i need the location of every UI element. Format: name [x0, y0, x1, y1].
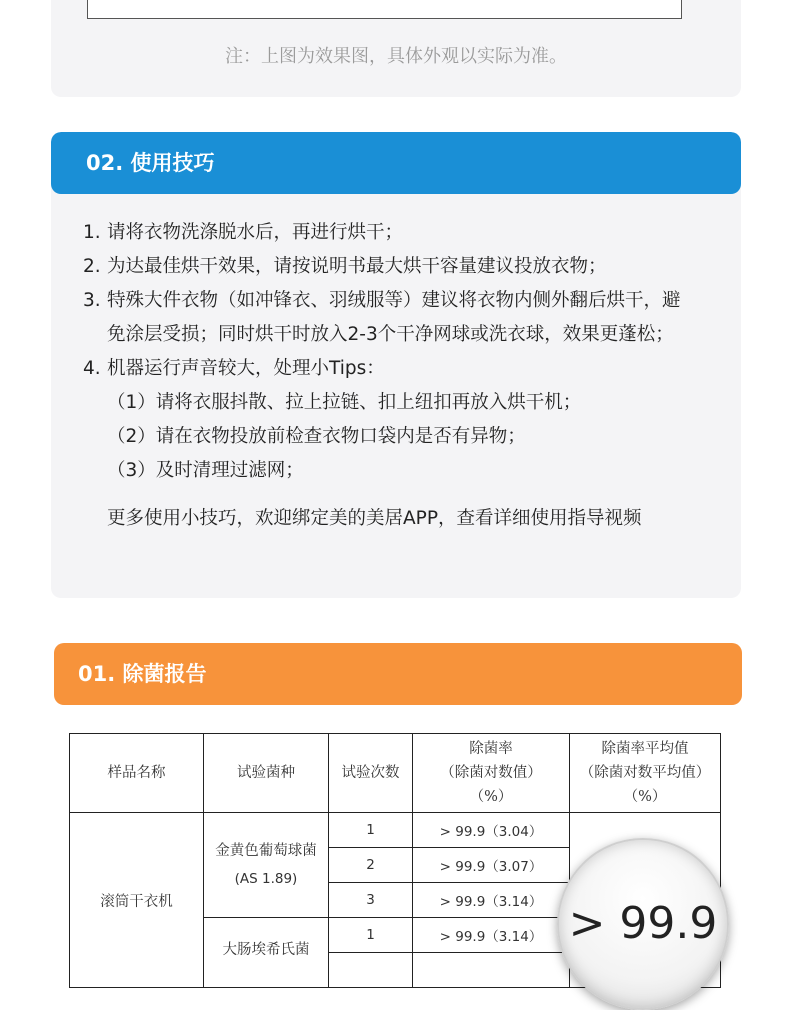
- tip-sub-item: （2）请在衣物投放前检查衣物口袋内是否有异物；: [107, 426, 526, 447]
- tip-item: [83, 250, 723, 284]
- rate-value: > 99.9（3.04）: [413, 813, 570, 848]
- strain-cell: [204, 813, 329, 918]
- magnified-value: > 99.9: [568, 898, 718, 949]
- usage-tips-header: [51, 132, 741, 194]
- tip-number: 4.: [83, 358, 101, 379]
- header-avg: [570, 734, 721, 813]
- tip-number: 3.: [83, 290, 101, 311]
- strain-name: 金黄色葡萄球菌: [215, 843, 317, 859]
- header-avg-line3: （%）: [623, 789, 667, 805]
- tip-sub-item: （1）请将衣服抖散、拉上拉链、扣上纽扣再放入烘干机；: [107, 392, 582, 413]
- usage-tips-card: [51, 132, 741, 598]
- header-avg-line1: 除菌率平均值: [601, 741, 689, 757]
- trial-number: 1: [329, 813, 413, 848]
- strain-name: 大肠埃希氏菌: [222, 942, 310, 958]
- tip-text: 为达最佳烘干效果，请按说明书最大烘干容量建议投放衣物；: [107, 256, 607, 277]
- rate-value: > 99.9（3.14）: [413, 918, 570, 953]
- product-image-card: [51, 0, 741, 97]
- header-rate-line1: 除菌率: [469, 741, 513, 757]
- trial-number: 3: [329, 883, 413, 918]
- header-times: 试验次数: [329, 734, 413, 813]
- header-sample: 样品名称: [70, 734, 204, 813]
- tip-item: [83, 284, 723, 352]
- rate-value: > 99.9（3.14）: [413, 883, 570, 918]
- tip-item: [83, 216, 723, 250]
- rate-value: [413, 953, 570, 988]
- tips-list: [83, 216, 723, 536]
- strain-cell: [204, 918, 329, 988]
- header-strain: 试验菌种: [204, 734, 329, 813]
- magnifier-lens: [557, 838, 729, 1010]
- tip-text: 特殊大件衣物（如冲锋衣、羽绒服等）建议将衣物内侧外翻后烘干，避免涂层受损；同时烘干时放入2-3个干净网球或洗衣球，效果更蓬松；: [107, 290, 681, 345]
- trial-number: 2: [329, 848, 413, 883]
- more-tips-text: 更多使用小技巧，欢迎绑定美的美居APP，查看详细使用指导视频: [107, 508, 642, 529]
- tip-text: 机器运行声音较大，处理小Tips：: [107, 358, 385, 379]
- image-note: 注：上图为效果图，具体外观以实际为准。: [225, 46, 567, 67]
- sterilization-report-title: 01. 除菌报告: [78, 662, 207, 686]
- header-rate-line2: （除菌对数值）: [440, 765, 542, 781]
- header-rate: [413, 734, 570, 813]
- header-rate-line3: （%）: [469, 789, 513, 805]
- table-header-row: [70, 734, 721, 813]
- rate-value: > 99.9（3.07）: [413, 848, 570, 883]
- tip-number: 1.: [83, 222, 101, 243]
- tip-sub-item: （3）及时清理过滤网；: [107, 460, 304, 481]
- trial-number: [329, 953, 413, 988]
- product-image-frame: [87, 0, 682, 19]
- tip-text: 请将衣物洗涤脱水后，再进行烘干；: [107, 222, 404, 243]
- tip-item: [83, 352, 723, 386]
- tip-number: 2.: [83, 256, 101, 277]
- usage-tips-title: 02. 使用技巧: [86, 151, 215, 175]
- header-avg-line2: （除菌对数平均值）: [579, 765, 711, 781]
- sample-name-cell: 滚筒干衣机: [70, 813, 204, 988]
- sterilization-report-header: [54, 643, 742, 705]
- strain-code: (AS 1.89): [234, 871, 298, 887]
- trial-number: 1: [329, 918, 413, 953]
